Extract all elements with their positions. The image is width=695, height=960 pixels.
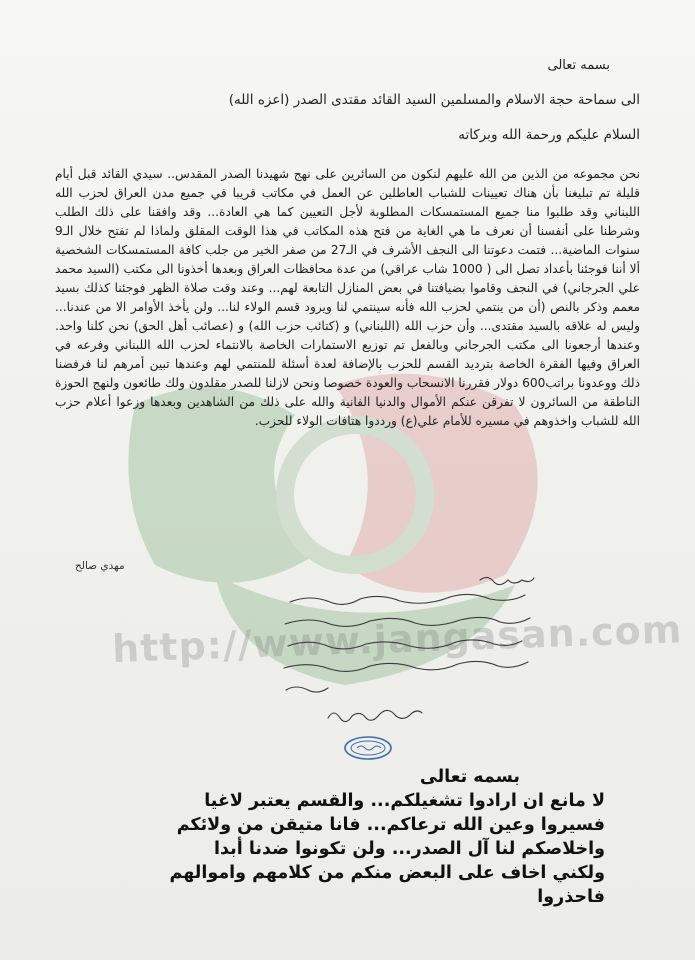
reply-line: لا مانع ان ارادوا تشغيلكم... والقسم يعتبر لاغيا [204,791,605,811]
letter-body: نحن مجموعه من الذين من الله عليهم لنكون من السائرين على نهج شهيدنا الصدر المقدس.. سيدي القائد قبل أيام قليلة تم تبليغنا بأن هناك تعيينات للشباب العاطلين عن العمل في مكاتب قريبا في جميع مدن العراق لحزب الله اللبناني وقد طلبوا منا جميع المستمسكات المطلوبة لأجل التعيين كما هي العادة... وقد وافقنا على ذلك الطلب وشرطنا على أنفسنا أن نعرف ما هي الغاية من فتح هذه المكاتب في هذا الوقت المقلق ولماذا لم تفتح خلال الـ9 سنوات الماضية... فتمت دعوتنا الى النجف الأشرف في الـ27 من صفر الخير من جلب كافة المستمسكات الشخصية ألا أننا فوجئنا بأعداد تصل الى ( 1000 شاب عراقي) من عدة محافظات العراق وبعدها أخذونا الى مكتب (السيد محمد علي الجرجاني) في النجف وقاموا بضيافتنا في بعض المنازل التابعة لهم... وعند وقت صلاة الظهر فوجئنا كذلك بسيد معمم وذكر بالنص (أن من ينتمي لحزب الله فأنه سينتمي لنا ويرود قسم الولاء لنا... ولن يأخذ الأوامر الا من عندنا... وليس له علاقه بالسيد مقتدى... وأن حزب الله (اللبناني) و (كتائب حزب الله) و (عصائب أهل الحق) نحن كلنا واحد. وعندها أرجعونا الى مكتب الجرجاني وبالفعل تم توزيع الاستمارات الخاصة بالانتماء لحزب الله اللبناني وفرعه في العراق وفيها الفقرة الخاصة بترديد القسم للحزب بالإضافة لعدة أسئلة للمنتمي لهم وعندها تبين أمرهم لنا فرفضنا ذلك ووعدونا براتب600 دولار فقررنا الانسحاب والعودة خصوصا ونحن لازلنا للصدر مقلدون ولك طائعون ولنهج الحوزة الناطقة من السائرون لا تفرقن عنكم الأموال والدنيا الفانية والله على ذلك من الشاهدين وبعدها وزعوا أعلام حزب الله للشباب واخذوهم في مسيره للأمام علي(ع) ورددوا هتافات الولاء للحزب. [55,167,641,428]
greeting-line: السلام عليكم ورحمة الله وبركاته [458,127,640,143]
reply-line: واخلاصكم لنا آل الصدر... ولن تكونوا ضدنا أبدا [214,839,605,859]
reply-line: بسمه تعالى [419,767,520,787]
watermark-url: http://www.jangasan.com [111,607,683,672]
seal-stamp [343,735,393,761]
reply-line: فسيروا وعين الله ترعاكم... فانا متيقن من ولائكم [176,815,605,835]
addressee-line: الى سماحة حجة الاسلام والمسلمين السيد القائد مقتدى الصدر (اعزه الله) [228,92,640,108]
sender-name: مهدي صالح [75,560,125,572]
basmala: بسمه تعالى [547,58,610,73]
handwritten-date [320,700,430,730]
reply-transcription [45,765,605,909]
handwritten-reply [270,572,570,702]
reply-line: ولكني اخاف على البعض منكم من كلامهم واموالهم [169,863,605,883]
reply-line: فاحذروا [537,887,605,907]
